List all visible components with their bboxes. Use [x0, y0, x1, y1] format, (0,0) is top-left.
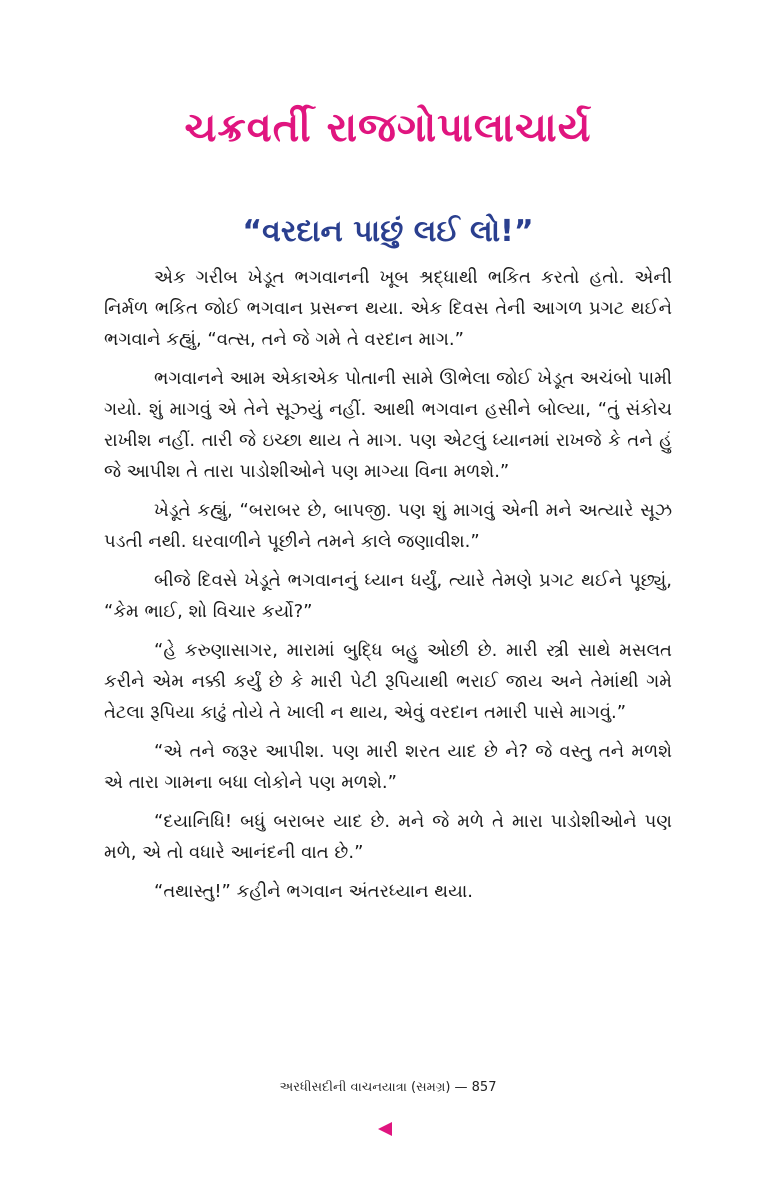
paragraph: “હે કરુણાસાગર, મારામાં બુદ્ધિ બહુ ઓછી છે. મારી સ્ત્રી સાથે મસલત કરીને એમ નક્કી કર્યું છે કે મારી પેટી રૂપિયાથી ભરાઈ જાય અને તેમાંથી ગમે તેટલા રૂપિયા કાઢું તોયે તે ખાલી ન થાય, એવું વરદાન તમારી પાસે માગવું.”: [104, 640, 672, 723]
paragraph: “દયાનિધિ! બધું બરાબર યાદ છે. મને જે મળે તે મારા પાડોશીઓને પણ મળે, એ તો વધારે આનંદની વાત છે.”: [104, 811, 672, 863]
previous-page-arrow-icon[interactable]: [378, 1122, 392, 1136]
page-footer: અરધીસદીની વાચનયાત્રા (સમગ્ર) — 857: [279, 1080, 497, 1095]
paragraph: એક ગરીબ ખેડૂત ભગવાનની ખૂબ શ્રદ્ધાથી ભકિત કરતો હતો. એની નિર્મળ ભકિત જોઈ ભગવાન પ્રસન્ન થયા. એક દિવસ તેની આગળ પ્રગટ થઈને ભગવાને કહ્યું, “વત્સ, તને જે ગમે તે વરદાન માગ.”: [104, 267, 672, 350]
paragraph: ખેડૂતે કહ્યું, “બરાબર છે, બાપજી. પણ શું માગવું એની મને અત્યારે સૂઝ પડતી નથી. ઘરવાળીને પૂછીને તમને કાલે જણાવીશ.”: [104, 500, 672, 552]
paragraph: “તથાસ્તુ!” કહીને ભગવાન અંતરધ્યાન થયા.: [154, 881, 473, 902]
story-title: “વરદાન પાછું લઈ લો!”: [242, 214, 534, 249]
paragraph: ભગવાનને આમ એકાએક પોતાની સામે ઊભેલા જોઈ ખેડૂત અચંબો પામી ગયો. શું માગવું એ તેને સૂઝ્યું નહીં. આથી ભગવાન હસીને બોલ્યા, “તું સંકોચ રાખીશ નહીં. તારી જે ઇચ્છા થાય તે માગ. પણ એટલું ધ્યાનમાં રાખજે કે તને હું જે આપીશ તે તારા પાડોશીઓને પણ માગ્યા વિના મળશે.”: [104, 368, 672, 482]
paragraph: બીજે દિવસે ખેડૂતે ભગવાનનું ધ્યાન ધર્યું, ત્યારે તેમણે પ્રગટ થઈને પૂછ્યું, “કેમ ભાઈ, શો વિચાર કર્યો?”: [104, 570, 672, 622]
story-body: [104, 262, 672, 915]
author-heading: ચક્રવર્તી રાજગોપાલાચાર્ય: [184, 105, 592, 151]
paragraph: “એ તને જરૂર આપીશ. પણ મારી શરત યાદ છે ને? જે વસ્તુ તને મળશે એ તારા ગામના બધા લોકોને પણ મળશે.”: [104, 741, 672, 793]
